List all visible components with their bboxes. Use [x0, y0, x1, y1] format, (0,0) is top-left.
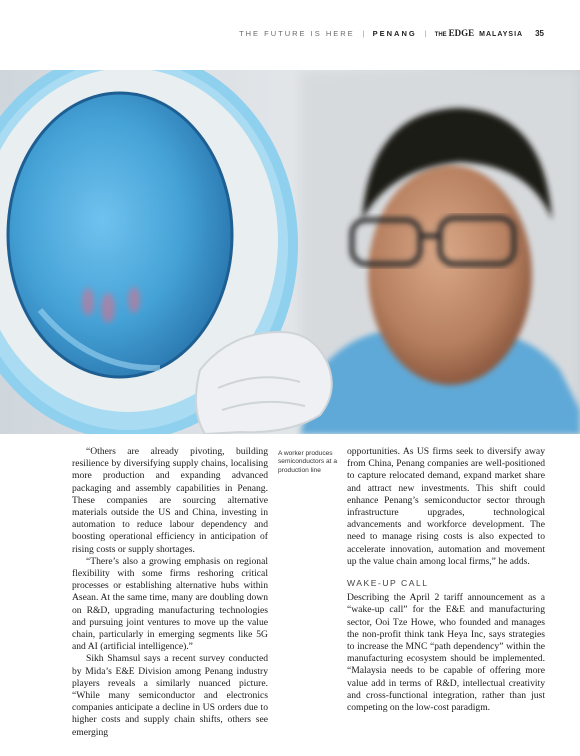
logo-edge: EDGE: [448, 28, 475, 38]
body-paragraph: opportunities. As US firms seek to diversify away from China, Penang companies are well-positioned to capture relocated demand, expand market share and attract new investments. This shift could enhance Penang’s semiconductor sector through infrastructure upgrades, technological advancements and workforce development. The need to manage rising costs is also expected to accelerate innovation, automation and movement up the value chain among local firms,” he adds.: [347, 446, 545, 567]
article-column-right: [347, 446, 545, 714]
logo-the: THE: [434, 32, 447, 38]
header-region: PENANG: [372, 28, 417, 38]
article-column-left: [72, 446, 268, 739]
worker-wafer-illustration: [0, 70, 580, 434]
running-header: [239, 26, 544, 40]
body-paragraph: Describing the April 2 tariff announcement as a “wake-up call” for the E&E and manufacturing sector, Ooi Tze Howe, who founded and manages the non-profit think tank Heya Inc, says strategies to increase the MNC “path dependency” within the manufacturing ecosystem should be implemented. “Malaysia needs to be capable of offering more value add in terms of R&D, intellectual creativity and cross-functional integration, rather than just competing on the low-cost paradigm.: [347, 592, 545, 714]
header-separator: |: [424, 28, 427, 38]
article-photo: [0, 70, 580, 434]
header-separator: |: [362, 28, 365, 38]
page-number: 35: [535, 28, 544, 38]
publication-logo: [435, 28, 523, 38]
body-paragraph: Sikh Shamsul says a recent survey conducted by Mida’s E&E Division among Penang industry players reveals a similarly nuanced picture. “While many semiconductor and electronics companies anticipate a decline in US orders due to higher costs and supply chain shifts, others see emerging: [72, 653, 268, 738]
photo-caption: A worker produces semiconductors at a production line: [278, 450, 338, 474]
body-paragraph: “There’s also a growing emphasis on regional flexibility with some firms reshoring critical processes or establishing alternative hubs within Asean. At the same time, many are doubling down on R&D, upgrading manufacturing technologies and pursuing joint ventures to move up the value chain, particularly in emerging segments like 5G and AI (artificial intelligence).”: [72, 555, 268, 653]
header-section: THE FUTURE IS HERE: [239, 28, 355, 38]
logo-country: MALAYSIA: [479, 31, 524, 38]
section-subhead: WAKE-UP CALL: [347, 578, 429, 589]
body-paragraph: “Others are already pivoting, building resilience by diversifying supply chains, localising more production and expanding advanced packaging and assembly capabilities in Penang. These companies are sourcing alternative materials outside the US and China, investing in automation to reduce labour dependency and boosting operational efficiency in anticipation of rising costs or supply shortages.: [72, 446, 268, 555]
